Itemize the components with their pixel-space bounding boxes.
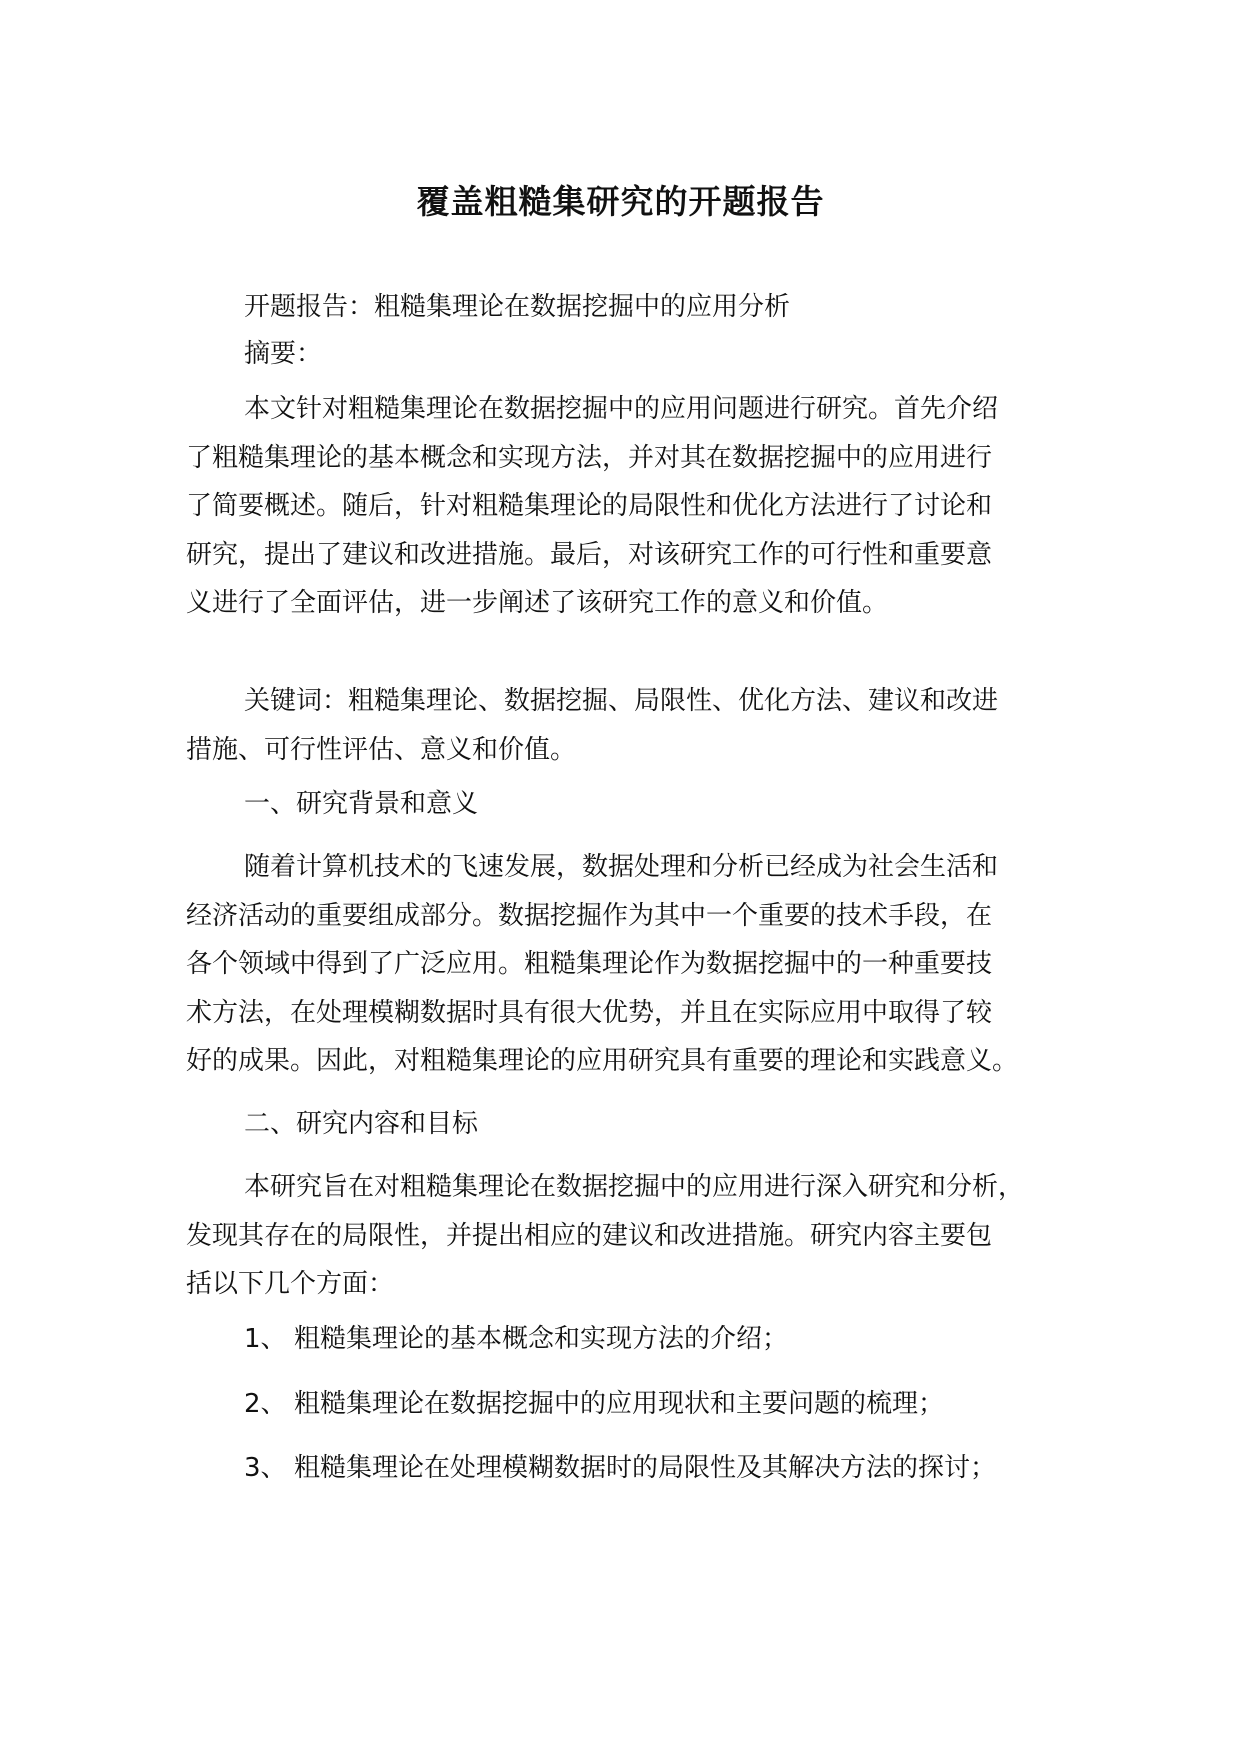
abstract-paragraph <box>186 385 1076 628</box>
list-item-text: 粗糙集理论在处理模糊数据时的局限性及其解决方法的探讨； <box>294 1453 997 1483</box>
keywords-paragraph <box>186 677 1076 774</box>
report-subtitle-text: 开题报告：粗糙集理论在数据挖掘中的应用分析 <box>244 292 791 322</box>
section2-line: 发现其存在的局限性，并提出相应的建议和改进措施。研究内容主要包 <box>186 1220 993 1251</box>
section2-paragraph <box>186 1163 1076 1309</box>
section2-heading-text: 二、研究内容和目标 <box>244 1109 479 1139</box>
abstract-line: 义进行了全面评估，进一步阐述了该研究工作的意义和价值。 <box>186 588 889 618</box>
abstract-heading-text: 摘要： <box>244 339 323 369</box>
section1-heading <box>186 780 1076 829</box>
section1-line: 术方法，在处理模糊数据时具有很大优势，并且在实际应用中取得了较 <box>186 997 993 1028</box>
list-item-number: 3、 <box>244 1453 287 1483</box>
list-item <box>244 1380 1076 1428</box>
section1-heading-text: 一、研究背景和意义 <box>244 789 479 819</box>
abstract-line: 研究，提出了建议和改进措施。最后，对该研究工作的可行性和重要意 <box>186 539 993 570</box>
list-item <box>244 1315 1076 1363</box>
section1-line: 随着计算机技术的飞速发展，数据处理和分析已经成为社会生活和 <box>244 852 999 882</box>
section1-line: 各个领域中得到了广泛应用。粗糙集理论作为数据挖掘中的一种重要技 <box>186 949 993 979</box>
list-item <box>244 1444 1076 1492</box>
section1-line: 经济活动的重要组成部分。数据挖掘作为其中一个重要的技术手段，在 <box>186 900 993 931</box>
abstract-line: 了粗糙集理论的基本概念和实现方法，并对其在数据挖掘中的应用进行 <box>186 442 993 473</box>
section1-line: 好的成果。因此，对粗糙集理论的应用研究具有重要的理论和实践意义。 <box>186 1046 1019 1076</box>
keywords-line: 措施、可行性评估、意义和价值。 <box>186 734 577 765</box>
list-item-number: 1、 <box>244 1324 287 1354</box>
list-item-number: 2、 <box>244 1389 287 1419</box>
list-item-text: 粗糙集理论的基本概念和实现方法的介绍； <box>294 1324 789 1354</box>
abstract-line: 本文针对粗糙集理论在数据挖掘中的应用问题进行研究。首先介绍 <box>244 394 999 424</box>
section1-paragraph <box>186 843 1076 1086</box>
section2-line: 括以下几个方面： <box>186 1269 395 1299</box>
abstract-heading <box>186 330 1076 379</box>
section2-heading <box>186 1100 1076 1149</box>
document-title: 覆盖粗糙集研究的开题报告 <box>416 182 825 221</box>
list-item-text: 粗糙集理论在数据挖掘中的应用现状和主要问题的梳理； <box>294 1389 945 1419</box>
keywords-line: 关键词：粗糙集理论、数据挖掘、局限性、优化方法、建议和改进 <box>244 686 999 716</box>
section2-line: 本研究旨在对粗糙集理论在数据挖掘中的应用进行深入研究和分析， <box>244 1172 1025 1202</box>
report-subtitle <box>186 283 1076 332</box>
abstract-line: 了简要概述。随后，针对粗糙集理论的局限性和优化方法进行了讨论和 <box>186 491 993 521</box>
